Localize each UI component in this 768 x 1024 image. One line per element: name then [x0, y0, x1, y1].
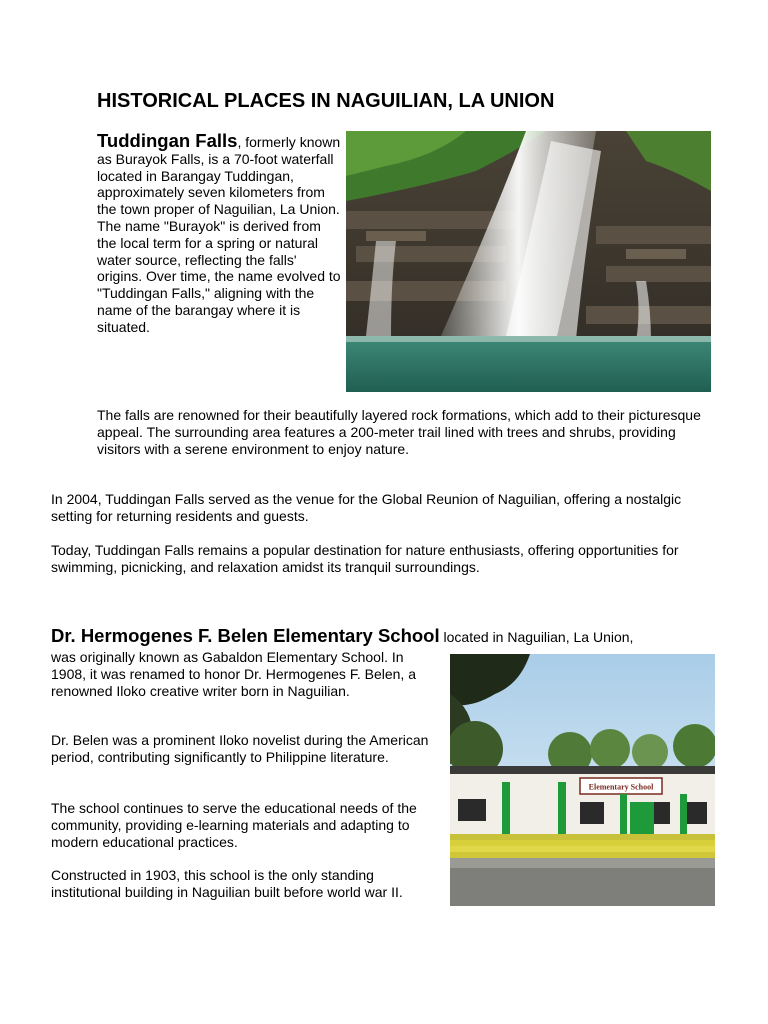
school-intro: was originally known as Gabaldon Elementary School. In 1908, it was renamed to honor Dr. Hermogenes F. Belen, a renowned Iloko creative writer born in Naguilian.	[51, 649, 416, 699]
school-heading-tail: located in Naguilian, La Union,	[439, 629, 634, 645]
falls-intro-paragraph	[97, 130, 342, 336]
school-building-photo	[450, 654, 715, 906]
page-title: HISTORICAL PLACES IN NAGUILIAN, LA UNION	[97, 90, 555, 112]
school-heading-line	[51, 625, 741, 646]
tuddingan-falls-photo	[346, 131, 711, 392]
school-sign-text: Elementary School	[588, 782, 654, 792]
school-paragraph-4: Constructed in 1903, this school is the only standing institutional building in Naguilian built before world war II.	[51, 867, 403, 900]
falls-intro-text: , formerly known as Burayok Falls, is a 70-foot waterfall located in Barangay Tuddingan, approximately seven kilometers from the town proper of Naguilian, La Union. The name "Burayok" is derived from the local term for a spring or natural water source, reflecting the falls' origins. Over time, the name evolved to "Tuddingan Falls," aligning with the name of the barangay where it is situated.	[97, 134, 341, 335]
falls-paragraph-4: Today, Tuddingan Falls remains a popular destination for nature enthusiasts, offering opportunities for swimming, picnicking, and relaxation amidst its tranquil surroundings.	[51, 542, 679, 575]
school-paragraph-2: Dr. Belen was a prominent Iloko novelist during the American period, contributing significantly to Philippine literature.	[51, 732, 429, 765]
school-heading: Dr. Hermogenes F. Belen Elementary School	[51, 625, 440, 646]
falls-paragraph-2: The falls are renowned for their beautifully layered rock formations, which add to their picturesque appeal. The surrounding area features a 200-meter trail lined with trees and shrubs, providing visitors with a serene environment to enjoy nature.	[97, 407, 701, 457]
falls-heading: Tuddingan Falls	[97, 130, 238, 151]
falls-paragraph-3: In 2004, Tuddingan Falls served as the venue for the Global Reunion of Naguilian, offering a nostalgic setting for returning residents and guests.	[51, 491, 682, 524]
school-paragraph-3: The school continues to serve the educational needs of the community, providing e-learning materials and adapting to modern educational practices.	[51, 800, 417, 850]
